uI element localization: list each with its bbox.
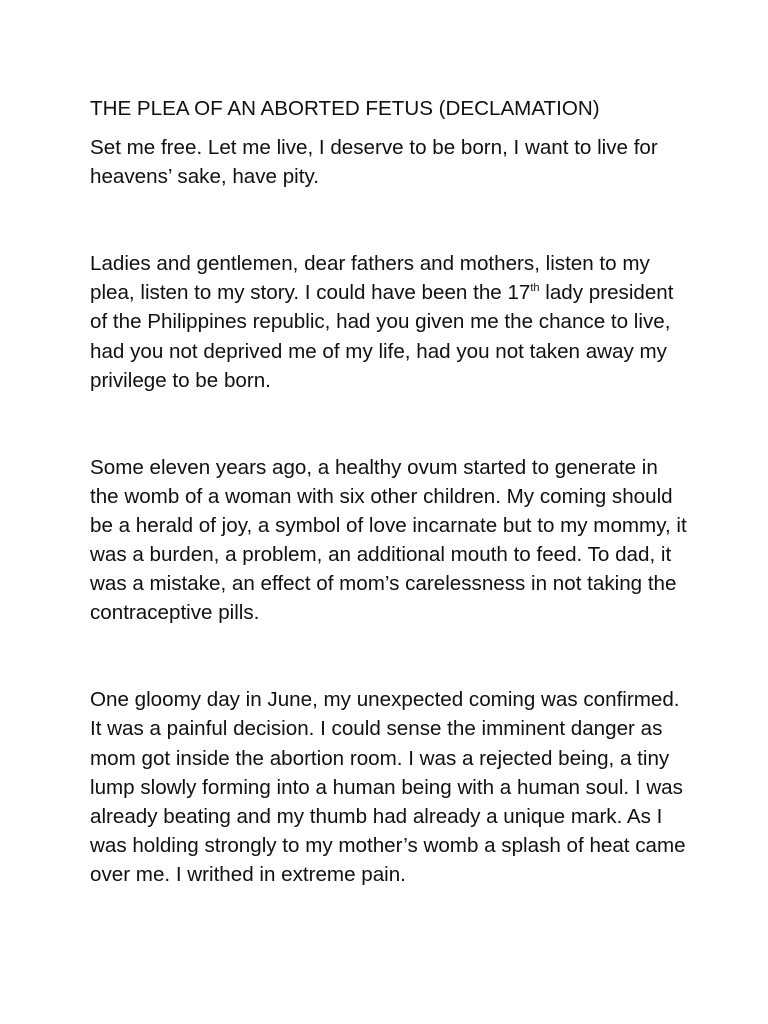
- document-page: [90, 94, 690, 889]
- paragraph-plea-text-end: lady president of the Philippines republic, had you given me the chance to live, had you not deprived me of my life, had you not taken away my privilege to be born.: [90, 281, 674, 392]
- paragraph-plea-text-start: Ladies and gentlemen, dear fathers and mothers, listen to my plea, listen to my story. I could have been the 17: [90, 252, 650, 305]
- document-title: THE PLEA OF AN ABORTED FETUS (DECLAMATION): [90, 97, 600, 120]
- paragraph-plea: [90, 249, 690, 394]
- paragraph-opening: Set me free. Let me live, I deserve to be born, I want to live for heavens’ sake, have pity.: [90, 136, 658, 189]
- ordinal-suffix: th: [530, 282, 540, 295]
- paragraph-abortion: One gloomy day in June, my unexpected coming was confirmed. It was a painful decision. I could sense the imminent danger as mom got inside the abortion room. I was a rejected being, a tiny lump slowly forming into a human being with a human soul. I was already beating and my thumb had already a unique mark. As I was holding strongly to my mother’s womb a splash of heat came over me. I writhed in extreme pain.: [90, 688, 686, 886]
- paragraph-story: Some eleven years ago, a healthy ovum started to generate in the womb of a woman with six other children. My coming should be a herald of joy, a symbol of love incarnate but to my mommy, it was a burden, a problem, an additional mouth to feed. To dad, it was a mistake, an effect of mom’s carelessness in not taking the contraceptive pills.: [90, 455, 687, 625]
